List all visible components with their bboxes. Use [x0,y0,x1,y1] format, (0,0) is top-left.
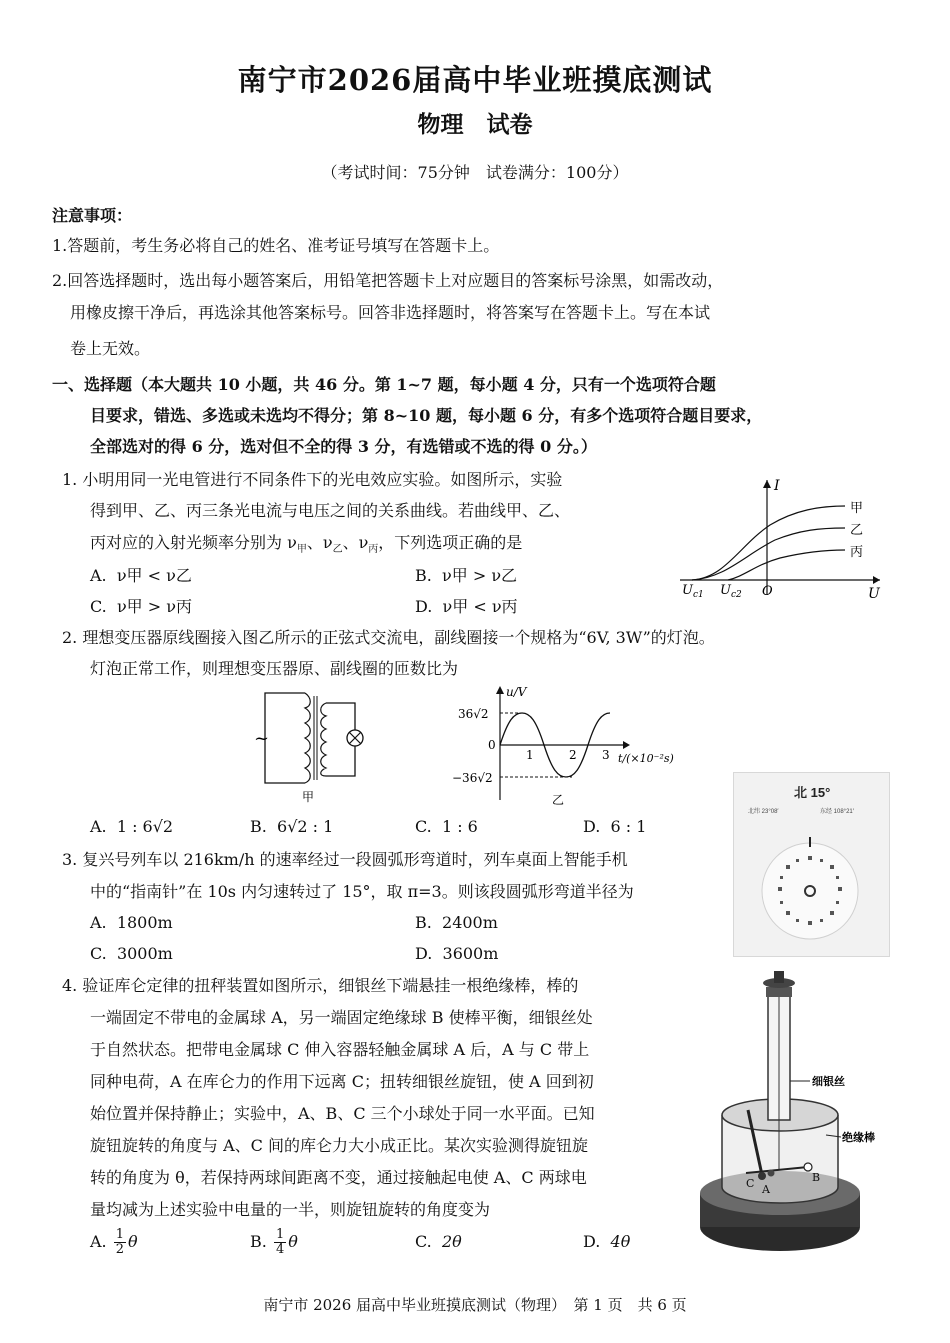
compass-coord-right: 东经 108°21′ [820,809,854,815]
q4-option-b: B. $\frac{1}{4}$ θ [250,1227,298,1257]
q4-option-d: D. 4θ [583,1232,631,1251]
transformer-circuit [250,688,365,808]
photocurrent-graph [670,470,890,605]
q1-option-d: D. ν甲 < ν丙 [415,597,518,616]
primary-coil [305,693,310,783]
notice-item-2-line-2: 用橡皮擦干净后，再选涂其他答案标号。回答非选择题时，将答案写在答题卡上。写在本试 [70,303,711,322]
section-heading-line-2: 目要求，错选、多选或未选均不得分；第 8~10 题，每小题 6 分，有多个选项符合题目要求， [90,406,763,425]
page-subtitle: 物理 试卷 [417,111,533,138]
compass-coord-left: 北纬 23°08′ [748,809,779,815]
u-axis-arrow [496,686,504,694]
q4-line-6: 旋钮旋转的角度与 A、C 间的库仑力大小成正比。某次实验测得旋钮旋 [90,1136,588,1155]
compass-drawing [734,773,889,956]
ball-b-sphere [804,1163,812,1171]
q1-option-c: C. ν甲 > ν丙 [90,597,192,616]
t-tick-3: 3 [602,748,610,762]
u-zero-label: 0 [488,738,496,752]
q1-line-3: 丙对应的入射光频率分别为 $\nu_甲$、$\nu_乙$、$\nu_丙$，下列选项正确的是 [90,533,523,556]
tube-cap [766,987,792,997]
notice-item-2-line-1: 2.回答选择题时，选出每小题答案后，用铅笔把答题卡上对应题目的答案标号涂黑，如需改动， [52,271,724,290]
y-axis-arrow [763,480,771,488]
q2-option-d: D. 6 : 1 [583,817,647,836]
q1-line-2: 得到甲、乙、丙三条光电流与电压之间的关系曲线。若曲线甲、乙、 [90,501,571,520]
x-axis-label: U [868,586,880,602]
q3-option-c: C. 3000m [90,944,173,963]
q3-option-a: A. 1800m [90,913,173,932]
q3-option-b: B. 2400m [415,913,498,932]
origin-label: O [762,584,773,599]
t-axis-arrow [623,741,630,749]
q4-option-b-fraction: $\frac{1}{4}$ [275,1227,285,1257]
q4-line-1: 4. 验证库仑定律的扭秤装置如图所示，细银丝下端悬挂一根绝缘棒，棒的 [62,976,579,995]
ball-c-label: C [746,1177,755,1190]
q1-line-1: 1. 小明用同一光电管进行不同条件下的光电效应实验。如图所示，实验 [62,470,563,489]
curve-yi-label: 乙 [850,523,864,538]
ball-b-label: B [812,1171,821,1184]
q2-line-2: 灯泡正常工作，则理想变压器原、副线圈的匝数比为 [90,659,459,678]
q4-line-2: 一端固定不带电的金属球 A，另一端固定绝缘球 B 使棒平衡，细银丝处 [90,1008,593,1027]
curve-bing-label: 丙 [850,545,864,560]
q2-option-b: B. 6√2 : 1 [250,817,334,836]
secondary-wire-bottom [326,746,355,776]
u-min-label: −36√2 [452,771,493,785]
q2-line-1: 2. 理想变压器原线圈接入图乙所示的正弦式交流电，副线圈接一个规格为“6V, 3W”的灯泡。 [62,628,715,647]
notice-item-2-line-3: 卷上无效。 [70,339,151,358]
notice-heading: 注意事项： [52,206,133,225]
torsion-balance-apparatus [696,965,896,1275]
label-silver-wire: 细银丝 [812,1076,845,1088]
q3-line-2: 中的“指南针”在 10s 内匀速转过了 15°，取 π=3。则该段圆弧形弯道半径为 [90,882,634,901]
q4-line-3: 于自然状态。把带电金属球 C 伸入容器轻触金属球 A 后，A 与 C 带上 [90,1040,590,1059]
q2-option-a: A. 1 : 6√2 [90,817,174,836]
secondary-wire-top [326,703,355,730]
q2-option-c: C. 1 : 6 [415,817,478,836]
q4-option-c: C. 2θ [415,1232,462,1251]
ac-waveform [450,682,690,812]
section-heading-line-3: 全部选对的得 6 分，选对但不全的得 3 分，有选错或不选的得 0 分。） [90,437,597,456]
q4-line-5: 始位置并保持静止；实验中，A、B、C 三个小球处于同一水平面。已知 [90,1104,595,1123]
fig-yi-caption: 乙 [552,793,565,807]
uc1-label: $U_{c1}$ [682,583,704,600]
exam-info: （考试时间：75分钟 试卷满分：100分） [321,163,629,182]
compass-heading: 北 15° [794,785,831,800]
q4-line-8: 量均减为上述实验中电量的一半，则旋钮旋转的角度变为 [90,1200,491,1219]
secondary-coil [321,703,326,776]
page-footer: 南宁市 2026 届高中毕业班摸底测试（物理） 第 1 页 共 6 页 [263,1296,687,1314]
curve-jia-label: 甲 [850,501,864,516]
q1-option-b: B. ν甲 > ν乙 [415,566,518,585]
q4-option-a-fraction: $\frac{1}{2}$ [115,1227,125,1257]
u-axis-label: u/V [506,685,527,699]
curve-bing [728,550,845,580]
label-insulating-rod: 绝缘棒 [842,1132,875,1144]
t-tick-2: 2 [569,748,577,762]
x-axis-arrow [873,576,880,584]
section-heading-line-1: 一、选择题（本大题共 10 小题，共 46 分。第 1~7 题，每小题 4 分，只有一个选项符合题 [52,375,716,394]
q3-option-d: D. 3600m [415,944,499,963]
ball-a-label: A [762,1183,770,1196]
q3-line-1: 3. 复兴号列车以 216km/h 的速率经过一段圆弧形弯道时，列车桌面上智能手机 [62,850,628,869]
fig-jia-caption: 甲 [302,790,315,804]
q1-option-a: A. ν甲 < ν乙 [90,566,192,585]
q4-line-7: 转的角度为 θ，若保持两球间距离不变，通过接触起电使 A、C 两球电 [90,1168,587,1187]
compass-photo [733,772,890,957]
ball-c-sphere [758,1172,766,1180]
q4-option-a: A. $\frac{1}{2}$ θ [90,1227,138,1257]
knob-handle [774,971,784,983]
notice-item-1: 1.答题前，考生务必将自己的姓名、准考证号填写在答题卡上。 [52,236,500,255]
u-max-label: 36√2 [458,707,489,721]
t-tick-1: 1 [526,748,534,762]
ac-source-symbol: ~ [254,728,270,749]
t-axis-label: t/(×10⁻²s) [618,752,674,765]
q4-line-4: 同种电荷，A 在库仑力的作用下远离 C；扭转细银丝旋钮，使 A 回到初 [90,1072,594,1091]
y-axis-label: I [774,478,780,494]
page-title: 南宁市2026届高中毕业班摸底测试 [237,63,713,97]
primary-wire [265,693,305,783]
uc2-label: $U_{c2}$ [720,583,742,600]
ball-a-sphere [768,1170,775,1177]
